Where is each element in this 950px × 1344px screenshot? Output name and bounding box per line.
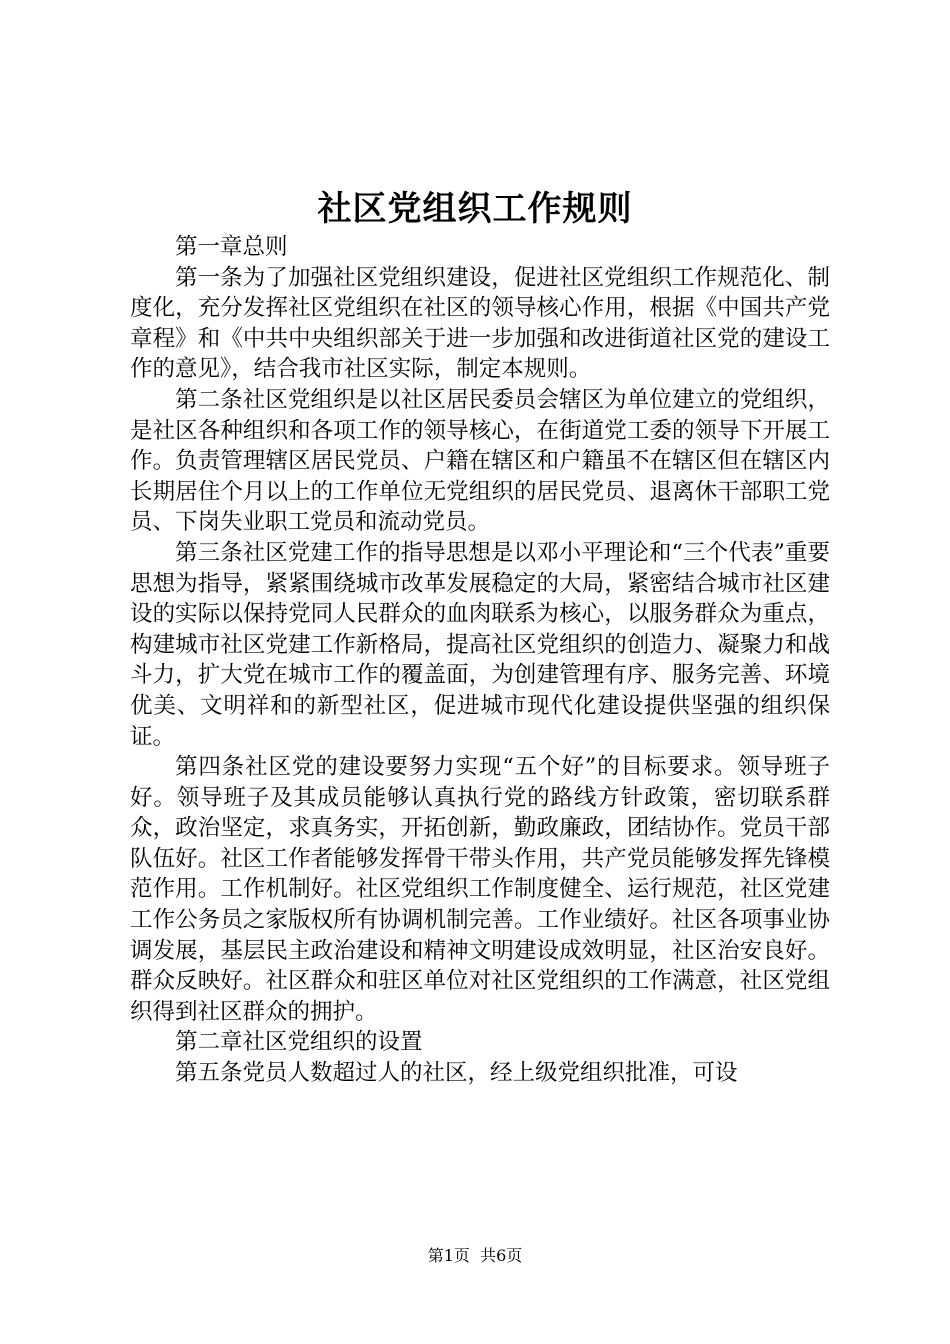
article-1: 第一条为了加强社区党组织建设，促进社区党组织工作规范化、制度化，充分发挥社区党组织在社区的领导核心作用，根据《中国共产党章程》和《中共中央组织部关于进一步加强和改进街道社区党的建设工作的意见》，结合我市社区实际，制定本规则。 — [130, 264, 830, 383]
article-4: 第四条社区党的建设要努力实现“五个好”的目标要求。领导班子好。领导班子及其成员能够认真执行党的路线方针政策，密切联系群众，政治坚定，求真务实，开拓创新，勤政廉政，团结协作。党员干部队伍好。社区工作者能够发挥骨干带头作用，共产党员能够发挥先锋模范作用。工作机制好。社区党组织工作制度健全、运行规范，社区党建工作公务员之家版权所有协调机制完善。工作业绩好。社区各项事业协调发展，基层民主政治建设和精神文明建设成效明显，社区治安良好。群众反映好。社区群众和驻区单位对社区党组织的工作满意，社区党组织得到社区群众的拥护。 — [130, 754, 830, 1025]
article-5: 第五条党员人数超过人的社区，经上级党组织批准，可设 — [175, 1060, 738, 1087]
page-footer — [0, 1244, 950, 1268]
document-title: 社区党组织工作规则 — [317, 189, 633, 229]
document-body — [130, 232, 830, 1089]
article-3: 第三条社区党建工作的指导思想是以邓小平理论和“三个代表”重要思想为指导，紧紧围绕城市改革发展稳定的大局，紧密结合城市社区建设的实际以保持党同人民群众的血肉联系为核心，以服务群众为重点，构建城市社区党建工作新格局，提高社区党组织的创造力、凝聚力和战斗力，扩大党在城市工作的覆盖面，为创建管理有序、服务完善、环境优美、文明祥和的新型社区，促进城市现代化建设提供坚强的组织保证。 — [130, 539, 830, 750]
chapter-heading-2: 第二章社区党组织的设置 — [175, 1029, 423, 1056]
page-total: 共6页 — [480, 1246, 523, 1265]
footer-spacer — [470, 1246, 480, 1265]
chapter-heading-1: 第一章总则 — [175, 234, 288, 260]
article-2: 第二条社区党组织是以社区居民委员会辖区为单位建立的党组织，是社区各种组织和各项工作的领导核心，在街道党工委的领导下开展工作。负责管理辖区居民党员、户籍在辖区和户籍虽不在辖区但在辖区内长期居住个月以上的工作单位无党组织的居民党员、退离休干部职工党员、下岗失业职工党员和流动党员。 — [130, 386, 830, 536]
page-number: 第1页 — [427, 1246, 470, 1265]
